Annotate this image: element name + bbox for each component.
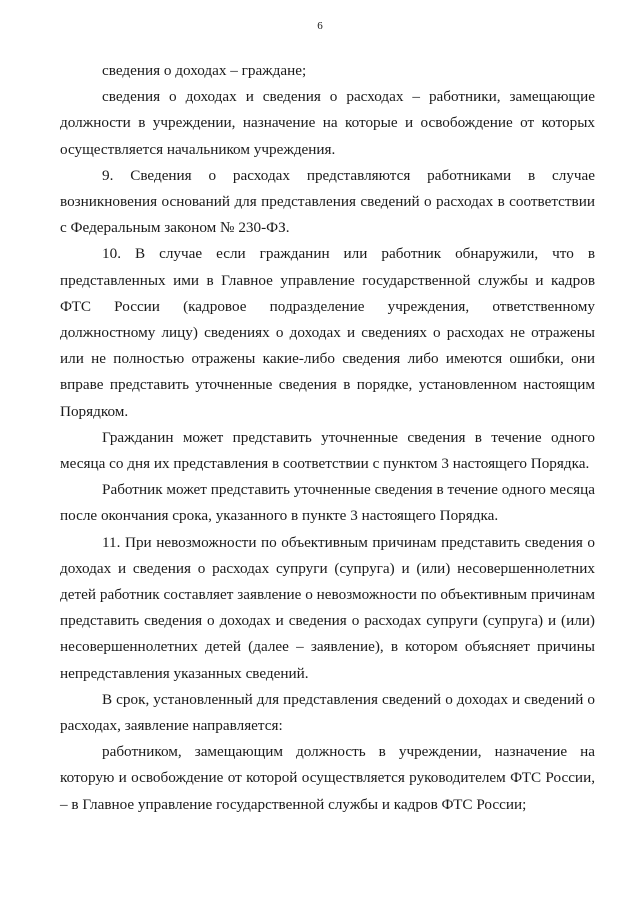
paragraph-application-recipient: работником, замещающим должность в учреждении, назначение на которую и освобождение от которой осуществляется руководителем ФТС России, – в Главное управление государственной службы и кадров ФТС России; [60,743,595,813]
paragraph-income-employees: сведения о доходах и сведения о расходах – работники, замещающие должности в учреждении, назначение на которые и освобождение от которых осуществляется начальником учреждения. [60,88,595,158]
paragraph-clause-10: 10. В случае если гражданин или работник обнаружили, что в представленных ими в Главное управление государственной службы и кадров ФТС России (кадровое подразделение учреждения, ответственному должностному лицу) сведениях о доходах и сведениях о расходах не отражены или не полностью отражены какие-либо сведения либо имеются ошибки, они вправе представить уточненные сведения в порядке, установленном настоящим Порядком. [60,245,595,420]
paragraph-application-deadline: В срок, установленный для представления сведений о доходах и сведений о расходах, заявление направляется: [60,690,595,735]
paragraph-income-citizens: сведения о доходах – граждане; [102,62,307,79]
document-body [60,58,595,818]
paragraph-employee-correction: Работник может представить уточненные сведения в течение одного месяца после окончания срока, указанного в пункте 3 настоящего Порядка. [60,481,595,525]
paragraph-citizen-correction: Гражданин может представить уточненные сведения в течение одного месяца со дня их представления в соответствии с пунктом 3 настоящего Порядка. [60,428,595,473]
paragraph-clause-11: 11. При невозможности по объективным причинам представить сведения о доходах и сведения о расходах супруги (супруга) и (или) несовершеннолетних детей работник составляет заявление о невозможности по объективным причинам представить сведения о доходах и сведения о расходах супруги (супруга) и (или) несовершеннолетних детей (далее – заявление), в котором объясняет причины непредставления указанных сведений. [60,533,595,682]
paragraph-clause-9: 9. Сведения о расходах представляются работниками в случае возникновения оснований для представления сведений о расходах в соответствии с Федеральным законом № 230-ФЗ. [60,166,595,237]
page-number: 6 [317,20,323,32]
